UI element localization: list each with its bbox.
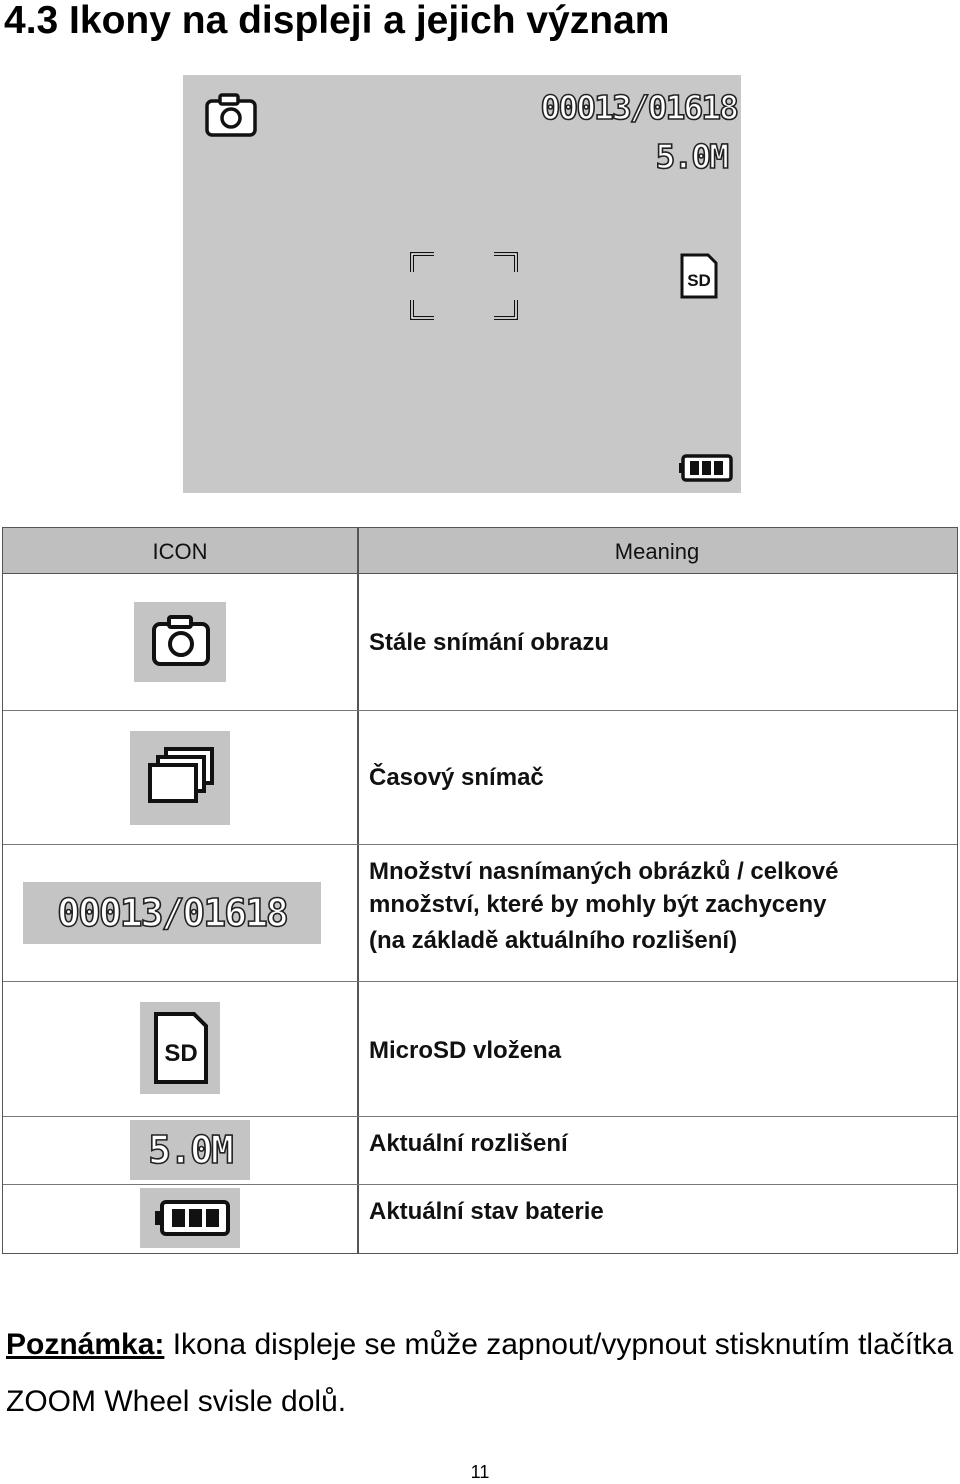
- focus-frame-icon: [408, 250, 520, 327]
- sd-card-icon: [140, 1002, 220, 1094]
- camera-icon: [134, 602, 226, 682]
- svg-text:SD: SD: [687, 271, 711, 290]
- note-paragraph: [6, 1316, 956, 1430]
- page-number: 11: [470, 1462, 490, 1482]
- table-row: [3, 982, 957, 1117]
- table-header: [3, 528, 957, 574]
- battery-icon: [140, 1188, 240, 1248]
- table-row: [3, 711, 957, 845]
- shot-counter-icon: 00013/01618: [23, 882, 321, 944]
- column-header-icon: ICON: [152, 539, 208, 564]
- meaning-text: MicroSD vložena: [369, 1037, 562, 1064]
- meaning-text: Aktuální stav baterie: [369, 1198, 604, 1225]
- note-label: Poznámka:: [6, 1328, 165, 1361]
- section-heading: 4.3 Ikony na displeji a jejich význam: [4, 0, 670, 42]
- resolution-icon: 5.0M: [130, 1120, 250, 1180]
- meaning-text: Množství nasnímaných obrázků / celkové množství, které by mohly být zachyceny (na základě aktuálního rozlišení): [369, 858, 839, 954]
- table-row: [3, 1117, 957, 1185]
- icon-meaning-table: [2, 527, 958, 1254]
- table-row: [3, 574, 957, 711]
- column-header-meaning: Meaning: [614, 539, 700, 564]
- table-row: [3, 1185, 957, 1253]
- meaning-text: Stále snímání obrazu: [369, 629, 610, 656]
- meaning-text: Aktuální rozlišení: [369, 1130, 568, 1157]
- meaning-text: Časový snímač: [369, 764, 544, 791]
- camera-icon: [205, 93, 257, 142]
- note-text: Ikona displeje se může zapnout/vypnout stisknutím tlačítka ZOOM Wheel svisle dolů.: [6, 1328, 954, 1418]
- svg-text:SD: SD: [164, 1040, 198, 1067]
- timer-shot-icon: [130, 731, 230, 825]
- sd-card-icon: [680, 253, 718, 304]
- lcd-screen-preview: [183, 75, 741, 493]
- resolution-readout: 5.0M: [655, 137, 727, 176]
- battery-icon: [678, 453, 734, 488]
- table-row: [3, 845, 957, 982]
- shot-counter: 00013/01618: [540, 88, 737, 127]
